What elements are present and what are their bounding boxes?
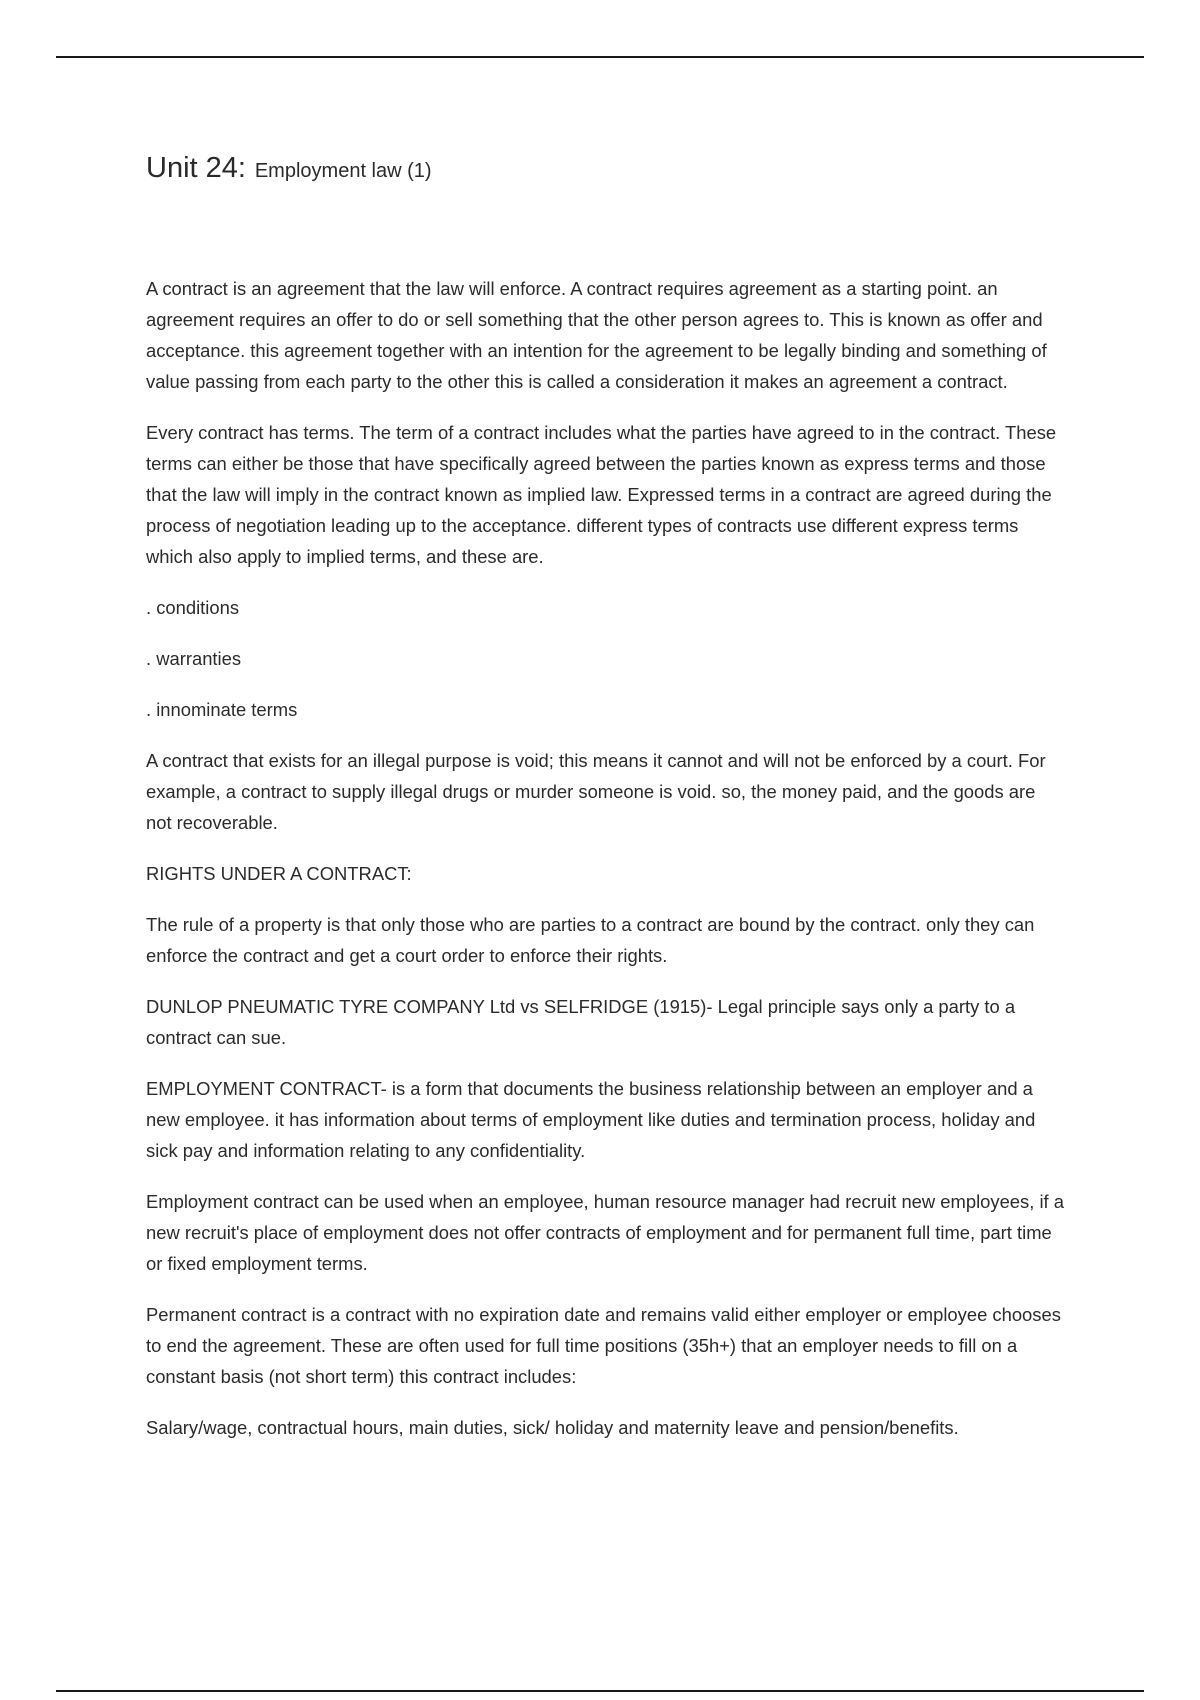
document-body [146, 146, 1066, 1463]
list-item-warranties: . warranties [146, 648, 242, 669]
list-item-conditions: . conditions [146, 597, 240, 618]
paragraph-employment-contract: EMPLOYMENT CONTRACT- is a form that documents the business relationship between an employer and a new employee. it has information about terms of employment like duties and termination process, holiday and sick pay and information relating to any confidentiality. [146, 1078, 1036, 1161]
paragraph-permanent-contract: Permanent contract is a contract with no expiration date and remains valid either employer or employee chooses to end the agreement. These are often used for full time positions (35h+) that an employer needs to fill on a constant basis (not short term) this contract includes: [146, 1304, 1061, 1387]
paragraph-privity-rule: The rule of a property is that only those who are parties to a contract are bound by the contract. only they can enforce the contract and get a court order to enforce their rights. [146, 914, 1035, 966]
unit-subtitle: Employment law (1) [254, 160, 432, 182]
top-rule [56, 56, 1144, 58]
unit-label: Unit 24: [146, 152, 246, 184]
paragraph-employment-usage: Employment contract can be used when an employee, human resource manager had recruit new employees, if a new recruit's place of employment does not offer contracts of employment and for permanent full time, part time or fixed employment terms. [146, 1191, 1064, 1274]
section-heading-rights: RIGHTS UNDER A CONTRACT: [146, 863, 412, 884]
paragraph-illegal-purpose: A contract that exists for an illegal purpose is void; this means it cannot and will not be enforced by a court. For example, a contract to supply illegal drugs or murder someone is void. so, the money paid, and the goods are not recoverable. [146, 750, 1046, 833]
paragraph-contract-definition: A contract is an agreement that the law will enforce. A contract requires agreement as a starting point. an agreement requires an offer to do or sell something that the other person agrees to. This is known as offer and acceptance. this agreement together with an intention for the agreement to be legally binding and something of value passing from each party to the other this is called a consideration it makes an agreement a contract. [146, 278, 1047, 392]
page-title [146, 146, 1066, 191]
paragraph-dunlop-case: DUNLOP PNEUMATIC TYRE COMPANY Ltd vs SELFRIDGE (1915)- Legal principle says only a party to a contract can sue. [146, 996, 1016, 1048]
paragraph-contract-terms: Every contract has terms. The term of a contract includes what the parties have agreed to in the contract. These terms can either be those that have specifically agreed between the parties known as express terms and those that the law will imply in the contract known as implied law. Expressed terms in a contract are agreed during the process of negotiation leading up to the acceptance. different types of contracts use different express terms which also apply to implied terms, and these are. [146, 422, 1057, 567]
paragraph-contract-includes: Salary/wage, contractual hours, main duties, sick/ holiday and maternity leave and pension/benefits. [146, 1417, 959, 1438]
bottom-rule [56, 1690, 1144, 1692]
list-item-innominate-terms: . innominate terms [146, 699, 298, 720]
